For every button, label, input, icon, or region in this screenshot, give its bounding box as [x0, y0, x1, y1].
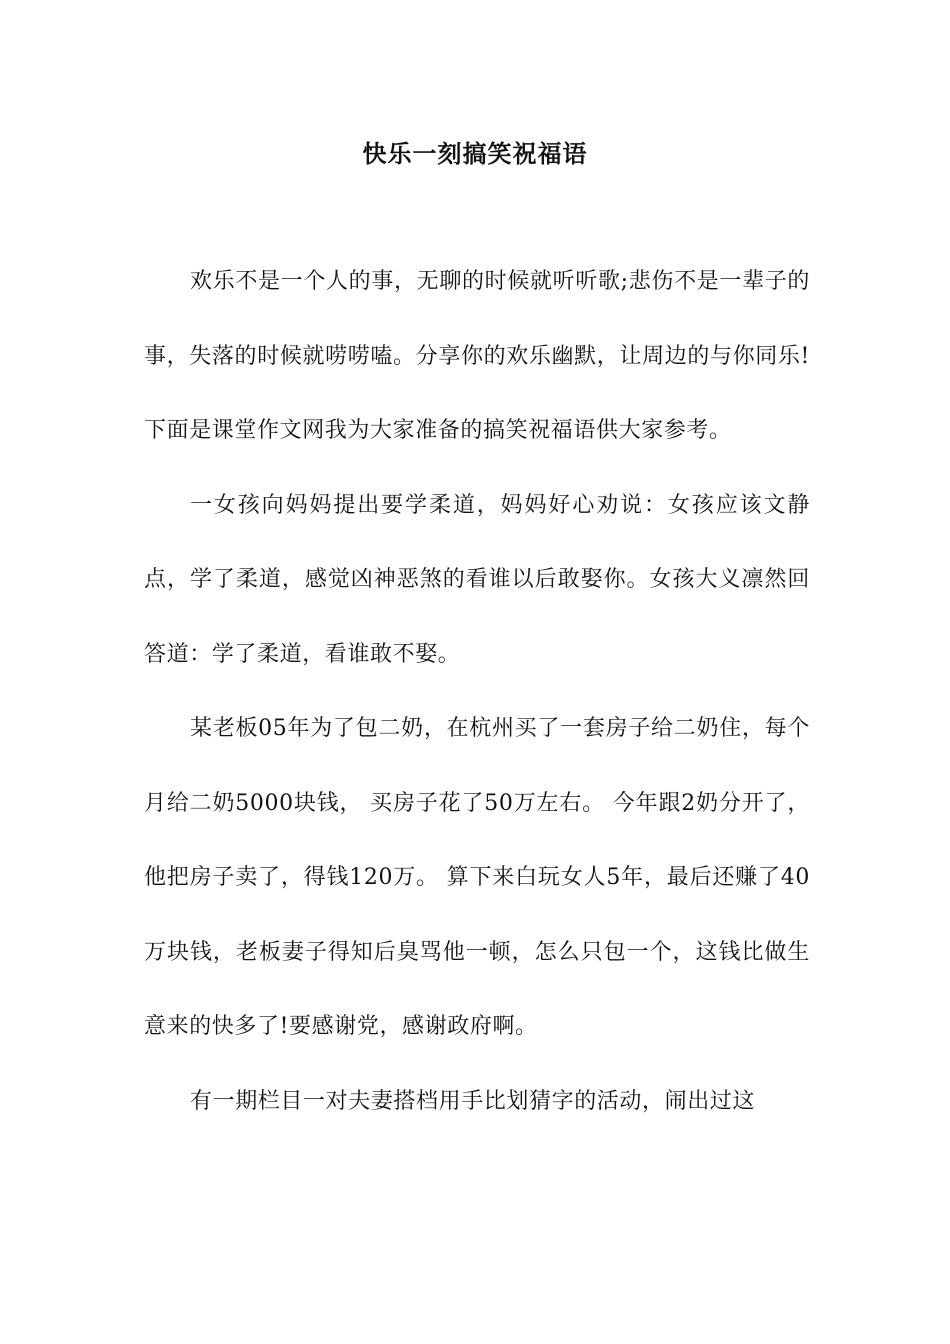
paragraph: 一女孩向妈妈提出要学柔道，妈妈好心劝说：女孩应该文静点，学了柔道，感觉凶神恶煞的看谁以后敢娶你。女孩大义凛然回答道：学了柔道，看谁敢不娶。 [144, 492, 810, 667]
paragraph: 某老板05年为了包二奶，在杭州买了一套房子给二奶住，每个月给二奶5000块钱， 买房子花了50万左右。 今年跟2奶分开了，他把房子卖了，得钱120万。 算下来白玩女人5年，最后还赚了40万块钱，老板妻子得知后臭骂他一顿，怎么只包一个，这钱比做生意来的快多了!要感谢党，感谢政府啊。 [144, 716, 810, 1039]
document-title: 快乐一刻搞笑祝福语 [362, 139, 588, 168]
paragraph: 有一期栏目一对夫妻搭档用手比划猜字的活动，闹出过这 [190, 1088, 756, 1114]
document-body [144, 245, 810, 1139]
paragraph: 欢乐不是一个人的事，无聊的时候就听听歌;悲伤不是一辈子的事，失落的时候就唠唠嗑。分享你的欢乐幽默，让周边的与你同乐!下面是课堂作文网我为大家准备的搞笑祝福语供大家参考。 [144, 269, 810, 443]
